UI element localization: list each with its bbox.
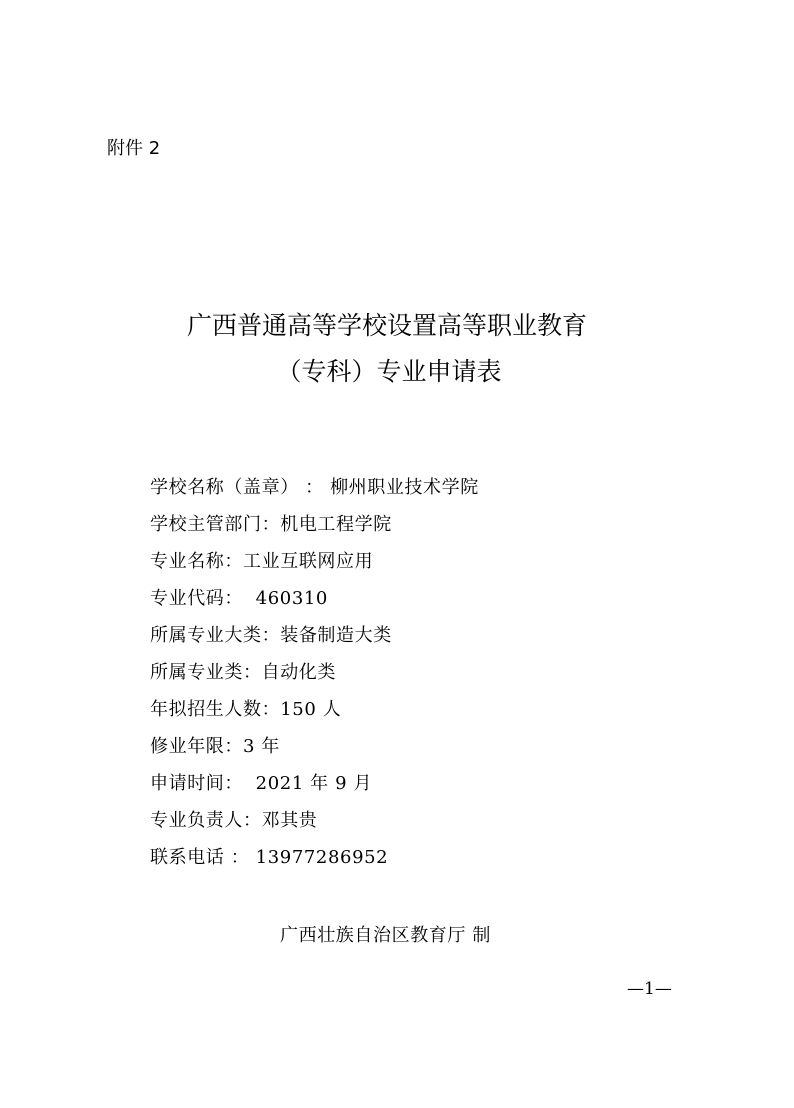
field-label: 专业负责人 [150,810,243,831]
field-separator: ： [243,662,262,683]
field-value: 柳州职业技术学院 [330,477,479,498]
field-separator: ： [261,699,281,720]
field-major-category [150,623,710,660]
form-title-line-1: 广西普通高等学校设置高等职业教育 [186,311,587,340]
field-separator: ： [261,625,281,646]
field-application-date [150,771,710,808]
field-label: 所属专业大类 [150,625,262,646]
field-separator: ： [261,514,281,535]
application-fields [150,475,710,882]
field-label: 修业年限 [150,736,225,757]
form-title-line-2: （专科）专业申请表 [276,357,502,386]
field-value: 邓其贵 [261,810,318,831]
page-number: —1— [627,979,672,999]
field-department [150,512,710,549]
field-major-lead [150,808,710,845]
field-separator: ： [224,847,256,868]
field-label: 学校名称（盖章） [150,477,299,498]
field-separator: ： [298,477,331,498]
field-separator: ： [224,551,244,572]
field-label: 专业名称 [150,551,225,572]
issuing-authority: 广西壮族自治区教育厅 制 [280,925,491,946]
field-value: 工业互联网应用 [243,551,374,572]
field-separator: ： [224,588,256,609]
field-contact-phone [150,845,710,882]
field-value: 机电工程学院 [280,514,392,535]
field-study-duration [150,734,710,771]
field-label: 申请时间 [150,773,225,794]
field-value: 460310 [255,588,328,609]
field-separator: ： [224,773,256,794]
field-value: 150 人 [280,699,342,720]
field-separator: ： [243,810,262,831]
field-label: 年拟招生人数 [150,699,262,720]
field-school-name [150,475,710,512]
attachment-label: 附件 2 [107,138,161,159]
field-label: 学校主管部门 [150,514,262,535]
field-enrollment [150,697,710,734]
field-value: 2021 年 9 月 [255,773,373,794]
field-major-class [150,660,710,697]
field-separator: ： [224,736,244,757]
field-value: 装备制造大类 [280,625,392,646]
field-major-name [150,549,710,586]
field-value: 13977286952 [255,847,389,868]
field-value: 自动化类 [261,662,337,683]
field-value: 3 年 [243,736,280,757]
field-label: 联系电话 [150,847,225,868]
field-major-code [150,586,710,623]
field-label: 专业代码 [150,588,225,609]
field-label: 所属专业类 [150,662,243,683]
